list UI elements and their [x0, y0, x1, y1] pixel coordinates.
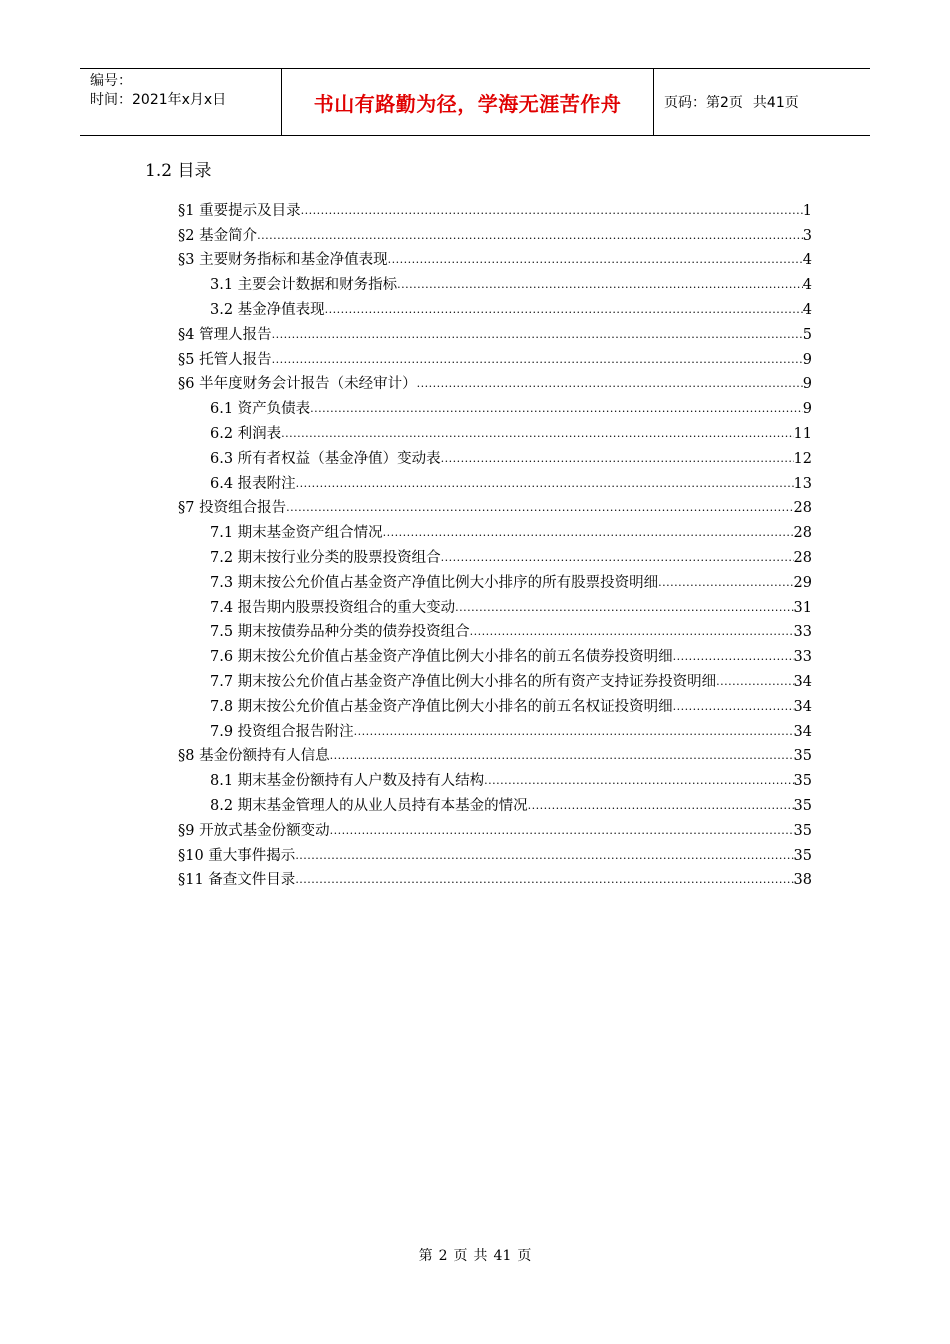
toc-entry[interactable] — [178, 717, 812, 742]
toc-entry[interactable] — [178, 791, 812, 816]
toc-entry-label: §2 基金简介 — [178, 227, 258, 244]
toc-dot-leader — [286, 500, 793, 516]
toc-entry-page: 28 — [793, 500, 812, 517]
toc-entry[interactable] — [178, 766, 812, 791]
toc-entry[interactable] — [178, 816, 812, 841]
toc-dot-leader — [272, 327, 803, 343]
toc-entry-label: 6.4 报表附注 — [210, 475, 296, 492]
toc-entry-page: 9 — [802, 401, 812, 418]
toc-dot-leader — [484, 773, 793, 789]
toc-entry-page: 35 — [793, 847, 812, 864]
toc-entry-page: 9 — [802, 351, 812, 368]
footer-unit: 页 — [453, 1248, 468, 1264]
section-title: 1.2 目录 — [145, 161, 212, 181]
toc-entry-page: 34 — [793, 673, 812, 690]
page-header — [80, 68, 870, 136]
toc-entry[interactable] — [178, 444, 812, 469]
toc-dot-leader — [354, 724, 794, 740]
toc-entry-page: 35 — [793, 822, 812, 839]
toc-entry[interactable] — [178, 742, 812, 767]
toc-entry-label: 7.7 期末按公允价值占基金资产净值比例大小排名的所有资产支持证券投资明细 — [210, 673, 717, 690]
toc-entry-label: §11 备查文件目录 — [178, 872, 296, 889]
toc-dot-leader — [417, 376, 803, 392]
toc-entry[interactable] — [178, 469, 812, 494]
toc-entry-label: §7 投资组合报告 — [178, 500, 287, 517]
toc-dot-leader — [673, 649, 794, 665]
toc-entry-label: §1 重要提示及目录 — [178, 202, 301, 219]
toc-entry-page: 35 — [793, 748, 812, 765]
document-code-label: 编号： — [90, 73, 132, 89]
footer-current-page: 2 — [438, 1248, 448, 1264]
toc-entry[interactable] — [178, 543, 812, 568]
header-meta — [80, 69, 282, 135]
toc-entry[interactable] — [178, 221, 812, 246]
toc-entry[interactable] — [178, 518, 812, 543]
footer-total-prefix: 共 — [473, 1248, 488, 1264]
toc-entry-page: 11 — [793, 425, 812, 442]
toc-entry[interactable] — [178, 692, 812, 717]
toc-entry-page: 4 — [802, 301, 812, 318]
toc-entry-page: 35 — [793, 797, 812, 814]
header-motto: 书山有路勤为径，学海无涯苦作舟 — [313, 91, 622, 116]
toc-entry-label: 6.1 资产负债表 — [210, 401, 311, 418]
toc-entry[interactable] — [178, 642, 812, 667]
toc-dot-leader — [301, 203, 803, 219]
toc-dot-leader — [295, 872, 793, 888]
toc-entry-page: 3 — [802, 227, 812, 244]
toc-dot-leader — [441, 451, 794, 467]
toc-entry[interactable] — [178, 593, 812, 618]
toc-entry-page: 28 — [793, 549, 812, 566]
footer-total-pages: 41 — [493, 1248, 512, 1264]
toc-entry-page: 29 — [793, 574, 812, 591]
toc-entry-page: 4 — [802, 277, 812, 294]
toc-entry-label: §4 管理人报告 — [178, 326, 272, 343]
toc-entry-label: §6 半年度财务会计报告（未经审计） — [178, 376, 417, 393]
header-page-number: 页码：第2页 — [664, 95, 743, 111]
toc-entry-label: 3.1 主要会计数据和财务指标 — [210, 277, 398, 294]
toc-dot-leader — [455, 600, 793, 616]
toc-entry-label: §10 重大事件揭示 — [178, 847, 296, 864]
document-time-label: 时间：2021年x月x日 — [90, 92, 227, 108]
toc-entry-label: 3.2 基金净值表现 — [210, 301, 325, 318]
header-page-total: 共41页 — [752, 95, 799, 111]
toc-dot-leader — [441, 550, 794, 566]
toc-entry[interactable] — [178, 841, 812, 866]
toc-dot-leader — [388, 252, 803, 268]
toc-dot-leader — [325, 302, 803, 318]
table-of-contents — [178, 196, 812, 890]
toc-entry[interactable] — [178, 196, 812, 221]
toc-entry-label: 7.2 期末按行业分类的股票投资组合 — [210, 549, 441, 566]
toc-entry-page: 12 — [793, 450, 812, 467]
toc-entry-label: 7.5 期末按债券品种分类的债券投资组合 — [210, 624, 470, 641]
toc-entry-label: §8 基金份额持有人信息 — [178, 748, 330, 765]
toc-dot-leader — [658, 575, 793, 591]
toc-entry-label: 7.3 期末按公允价值占基金资产净值比例大小排序的所有股票投资明细 — [210, 574, 659, 591]
toc-dot-leader — [310, 401, 803, 417]
toc-entry[interactable] — [178, 394, 812, 419]
footer-prefix: 第 — [418, 1248, 433, 1264]
toc-entry[interactable] — [178, 618, 812, 643]
toc-entry-page: 1 — [802, 202, 812, 219]
toc-entry-page: 13 — [793, 475, 812, 492]
footer-total-unit: 页 — [517, 1248, 532, 1264]
toc-entry-label: 7.4 报告期内股票投资组合的重大变动 — [210, 599, 456, 616]
header-motto-cell — [282, 69, 654, 135]
toc-dot-leader — [257, 228, 803, 244]
toc-entry-label: 7.1 期末基金资产组合情况 — [210, 525, 383, 542]
toc-dot-leader — [673, 699, 794, 715]
toc-dot-leader — [281, 426, 793, 442]
toc-dot-leader — [296, 476, 794, 492]
toc-entry[interactable] — [178, 295, 812, 320]
toc-entry-page: 33 — [793, 624, 812, 641]
toc-dot-leader — [330, 748, 794, 764]
toc-dot-leader — [716, 674, 793, 690]
toc-dot-leader — [470, 624, 794, 640]
header-page-info — [654, 69, 870, 135]
toc-entry-label: 7.6 期末按公允价值占基金资产净值比例大小排名的前五名债券投资明细 — [210, 649, 673, 666]
toc-entry[interactable] — [178, 345, 812, 370]
toc-entry[interactable] — [178, 866, 812, 891]
page-footer — [0, 1245, 950, 1265]
toc-entry-label: 6.2 利润表 — [210, 425, 282, 442]
toc-dot-leader — [397, 277, 803, 293]
toc-entry[interactable] — [178, 494, 812, 519]
toc-entry-label: §5 托管人报告 — [178, 351, 272, 368]
toc-entry-label: 8.1 期末基金份额持有人户数及持有人结构 — [210, 773, 485, 790]
toc-entry-page: 5 — [802, 326, 812, 343]
toc-entry-page: 35 — [793, 773, 812, 790]
toc-entry-page: 28 — [793, 525, 812, 542]
toc-entry-page: 9 — [802, 376, 812, 393]
toc-dot-leader — [330, 823, 794, 839]
toc-dot-leader — [383, 525, 794, 541]
toc-entry-page: 4 — [802, 252, 812, 269]
toc-entry-label: 7.8 期末按公允价值占基金资产净值比例大小排名的前五名权证投资明细 — [210, 698, 673, 715]
toc-entry[interactable] — [178, 320, 812, 345]
toc-dot-leader — [295, 848, 793, 864]
toc-entry-label: 7.9 投资组合报告附注 — [210, 723, 354, 740]
toc-entry-label: §9 开放式基金份额变动 — [178, 822, 330, 839]
toc-entry-page: 34 — [793, 698, 812, 715]
toc-entry[interactable] — [178, 370, 812, 395]
toc-entry[interactable] — [178, 568, 812, 593]
toc-entry[interactable] — [178, 667, 812, 692]
toc-entry-page: 34 — [793, 723, 812, 740]
toc-entry-page: 31 — [793, 599, 812, 616]
toc-dot-leader — [272, 352, 803, 368]
toc-entry-page: 33 — [793, 649, 812, 666]
toc-entry[interactable] — [178, 246, 812, 271]
toc-entry-label: 8.2 期末基金管理人的从业人员持有本基金的情况 — [210, 797, 528, 814]
toc-entry-page: 38 — [793, 872, 812, 889]
toc-dot-leader — [528, 798, 794, 814]
toc-entry[interactable] — [178, 419, 812, 444]
toc-entry-label: §3 主要财务指标和基金净值表现 — [178, 252, 388, 269]
toc-entry-label: 6.3 所有者权益（基金净值）变动表 — [210, 450, 441, 467]
toc-entry[interactable] — [178, 270, 812, 295]
